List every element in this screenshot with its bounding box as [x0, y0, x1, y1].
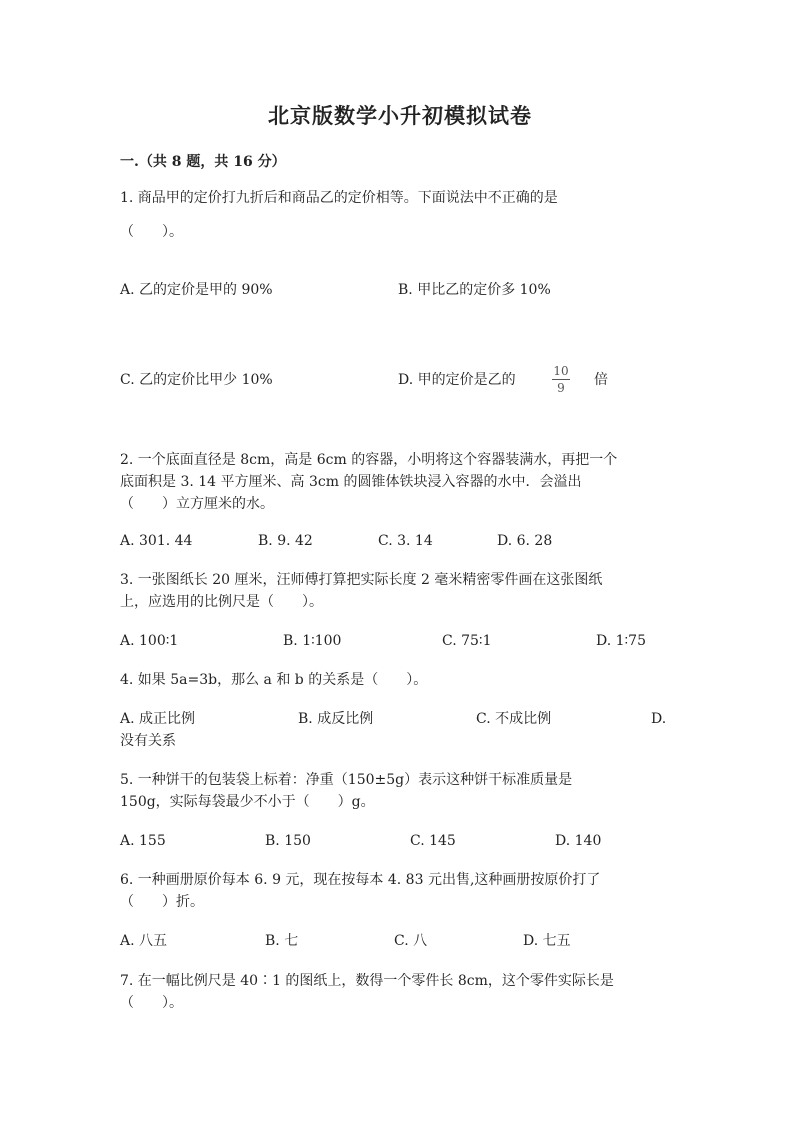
option-c: C. 八: [394, 933, 428, 949]
option-a: A. 乙的定价是甲的 90%: [120, 282, 273, 298]
option-d: D. 甲的定价是乙的: [398, 372, 516, 388]
option-c: C. 75∶1: [442, 633, 492, 649]
option-b: B. 七: [265, 933, 299, 949]
option-d: D. 七五: [523, 933, 571, 949]
option-b: B. 1∶100: [283, 633, 342, 649]
question-text: （ ）折。: [120, 894, 204, 910]
fraction-bar: [552, 379, 570, 380]
question-text: 6. 一种画册原价每本 6. 9 元，现在按每本 4. 83 元出售,这种画册按原价打了: [120, 872, 601, 888]
option-c: C. 乙的定价比甲少 10%: [120, 372, 273, 388]
option-a: A. 100∶1: [120, 633, 179, 649]
option-b: B. 9. 42: [258, 533, 313, 549]
question-text: 上，应选用的比例尺是（ ）。: [120, 594, 323, 610]
question-text: （ ）立方厘米的水。: [120, 496, 274, 512]
option-a: A. 301. 44: [120, 533, 193, 549]
option-a: A. 155: [120, 833, 166, 849]
option-d: D. 6. 28: [497, 533, 553, 549]
fraction-numerator: 10: [553, 364, 569, 378]
fraction-denominator: 9: [557, 381, 565, 395]
section-header: 一.（共 8 题，共 16 分）: [120, 154, 286, 170]
option-c: C. 145: [410, 833, 456, 849]
page-title: 北京版数学小升初模拟试卷: [268, 103, 532, 128]
option-b: B. 甲比乙的定价多 10%: [398, 282, 551, 298]
fraction: [548, 364, 574, 395]
question-text: 2. 一个底面直径是 8cm，高是 6cm 的容器，小明将这个容器装满水，再把一个: [120, 452, 618, 468]
question-text: 150g，实际每袋最少不小于（ ）g。: [120, 794, 375, 810]
option-a: A. 八五: [120, 933, 168, 949]
option-d: D. 140: [555, 833, 602, 849]
question-text: 4. 如果 5a=3b，那么 a 和 b 的关系是（ ）。: [120, 672, 428, 688]
option-d: D.: [651, 711, 667, 727]
option-b: B. 成反比例: [298, 711, 374, 727]
option-d-text: 没有关系: [120, 733, 176, 749]
option-c: C. 不成比例: [476, 711, 552, 727]
question-text: （ ）。: [120, 224, 183, 240]
question-text: 3. 一张图纸长 20 厘米，汪师傅打算把实际长度 2 毫米精密零件画在这张图纸: [120, 572, 603, 588]
option-b: B. 150: [265, 833, 311, 849]
question-text: 5. 一种饼干的包装袋上标着：净重（150±5g）表示这种饼干标准质量是: [120, 772, 573, 788]
option-d: D. 1∶75: [596, 633, 646, 649]
question-text: 1. 商品甲的定价打九折后和商品乙的定价相等。下面说法中不正确的是: [120, 190, 558, 206]
option-d-suffix: 倍: [594, 372, 608, 388]
option-a: A. 成正比例: [120, 711, 196, 727]
question-text: 7. 在一幅比例尺是 40∶1 的图纸上，数得一个零件长 8cm，这个零件实际长是: [120, 973, 614, 989]
option-c: C. 3. 14: [378, 533, 433, 549]
question-text: 底面积是 3. 14 平方厘米、高 3cm 的圆锥体铁块浸入容器的水中．会溢出: [120, 474, 582, 490]
question-text: （ ）。: [120, 995, 183, 1011]
